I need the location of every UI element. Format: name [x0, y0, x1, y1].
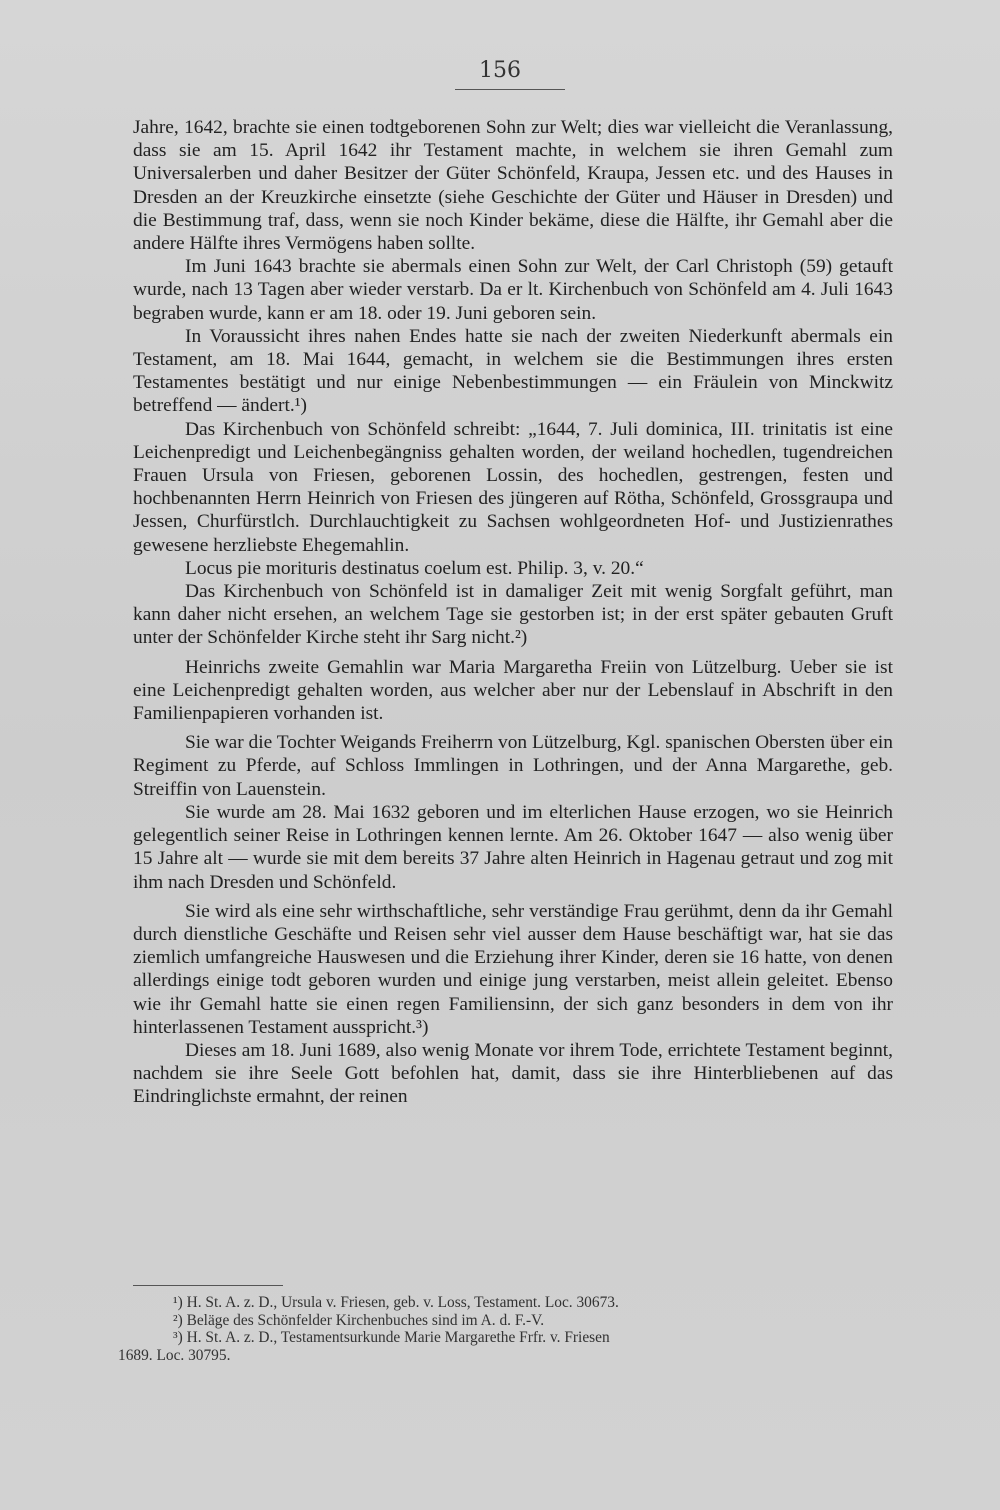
paragraph: Im Juni 1643 brachte sie abermals einen Sohn zur Welt, der Carl Christoph (59) getauft wurde, nach 13 Tagen aber wieder verstarb. Da er lt. Kirchenbuch von Schönfeld am 4. Juli 1643 begraben wurde, kann er am 18. oder 19. Juni geboren sein.	[133, 256, 893, 324]
footnote-rule	[133, 1285, 283, 1286]
footnotes	[118, 1294, 893, 1364]
footnote-1: ¹) H. St. A. z. D., Ursula v. Friesen, geb. v. Loss, Testament. Loc. 30673.	[173, 1294, 619, 1311]
page-number: 156	[479, 58, 521, 83]
paragraph: Das Kirchenbuch von Schönfeld ist in damaliger Zeit mit wenig Sorgfalt geführt, man kann daher nicht ersehen, an welchem Tage sie gestorben ist; in der erst später gebauten Gruft unter der Schönfelder Kirche steht ihr Sarg nicht.²)	[133, 581, 893, 649]
header-rule	[455, 89, 565, 90]
paragraph: Jahre, 1642, brachte sie einen todtgeborenen Sohn zur Welt; dies war vielleicht die Veranlassung, dass sie am 15. April 1642 ihr Testament machte, in welchem sie ihren Gemahl zum Universalerben und daher Besitzer der Güter Schönfeld, Kraupa, Jessen etc. und des Hauses in Dresden an der Kreuzkirche einsetzte (siehe Geschichte der Güter und Häuser in Dresden) und die Bestimmung traf, dass, wenn sie noch Kinder bekäme, diese die Hälfte, ihr Gemahl aber die andere Hälfte ihres Vermögens haben sollte.	[133, 117, 893, 255]
paragraph: Sie wird als eine sehr wirthschaftliche, sehr verständige Frau gerühmt, denn da ihr Gemahl durch dienstliche Geschäfte und Reisen sehr viel ausser dem Hause beschäftigt war, hat sie das ziemlich umfangreiche Hauswesen und die Erziehung ihrer Kinder, deren sie 16 hatte, von denen allerdings einige todt geboren wurden und einige jung verstarben, meist allein geleitet. Ebenso wie ihr Gemahl hatte sie einen regen Familiensinn, der sich ganz besonders in dem von ihr hinterlassenen Testament ausspricht.³)	[133, 900, 893, 1038]
footnote-2: ²) Beläge des Schönfelder Kirchenbuches sind im A. d. F.-V.	[173, 1311, 545, 1329]
paragraph: Das Kirchenbuch von Schönfeld schreibt: „1644, 7. Juli dominica, III. trinitatis ist eine Leichenpredigt und Leichenbegängniss gehalten worden, der weiland hochedlen, tugendreichen Frauen Ursula von Friesen, geborenen Lossin, des hochedlen, gestrengen, festen und hochbenannten Herrn Heinrich von Friesen des jüngeren auf Rötha, Schönfeld, Grossgraupa und Jessen, Churfürstlch. Durchlauchtigkeit zu Sachsen wohlgeordneten Hof- und Justizienrathes gewesene herzliebste Ehegemahlin.	[133, 418, 893, 556]
paragraph: Locus pie morituris destinatus coelum est. Philip. 3, v. 20.“	[185, 557, 644, 579]
footnote-3: ³) H. St. A. z. D., Testamentsurkunde Marie Margarethe Frfr. v. Friesen	[173, 1329, 610, 1346]
paragraph: Heinrichs zweite Gemahlin war Maria Margaretha Freiin von Lützelburg. Ueber sie ist eine Leichenpredigt gehalten worden, aus welcher aber nur der Lebenslauf in Abschrift in den Familienpapieren vorhanden ist.	[133, 656, 893, 725]
paragraph: Sie war die Tochter Weigands Freiherrn von Lützelburg, Kgl. spanischen Obersten über ein Regiment zu Pferde, auf Schloss Immlingen in Lothringen, und der Anna Margarethe, geb. Streiffin von Lauenstein.	[133, 732, 893, 800]
paragraph: Dieses am 18. Juni 1689, also wenig Monate vor ihrem Tode, errichtete Testament beginnt, nachdem sie ihre Seele Gott befohlen hat, damit, dass sie ihre Hinterbliebenen auf das Eindringlichste ermahnt, der reinen	[133, 1039, 893, 1108]
body-text	[133, 116, 893, 1109]
paragraph: Sie wurde am 28. Mai 1632 geboren und im elterlichen Hause erzogen, wo sie Heinrich gelegentlich seiner Reise in Lothringen kennen lernte. Am 26. Oktober 1647 — also wenig über 15 Jahre alt — wurde sie mit dem bereits 37 Jahre alten Heinrich in Hagenau getraut und zog mit ihm nach Dresden und Schönfeld.	[133, 801, 893, 893]
paragraph: In Voraussicht ihres nahen Endes hatte sie nach der zweiten Niederkunft abermals ein Testament, am 18. Mai 1644, gemacht, in welchem sie die Bestimmungen ihres ersten Testamentes bestätigt und nur einige Nebenbestimmungen — ein Fräulein von Minckwitz betreffend — ändert.¹)	[133, 325, 893, 417]
footnote-3-continued: 1689. Loc. 30795.	[118, 1346, 231, 1364]
